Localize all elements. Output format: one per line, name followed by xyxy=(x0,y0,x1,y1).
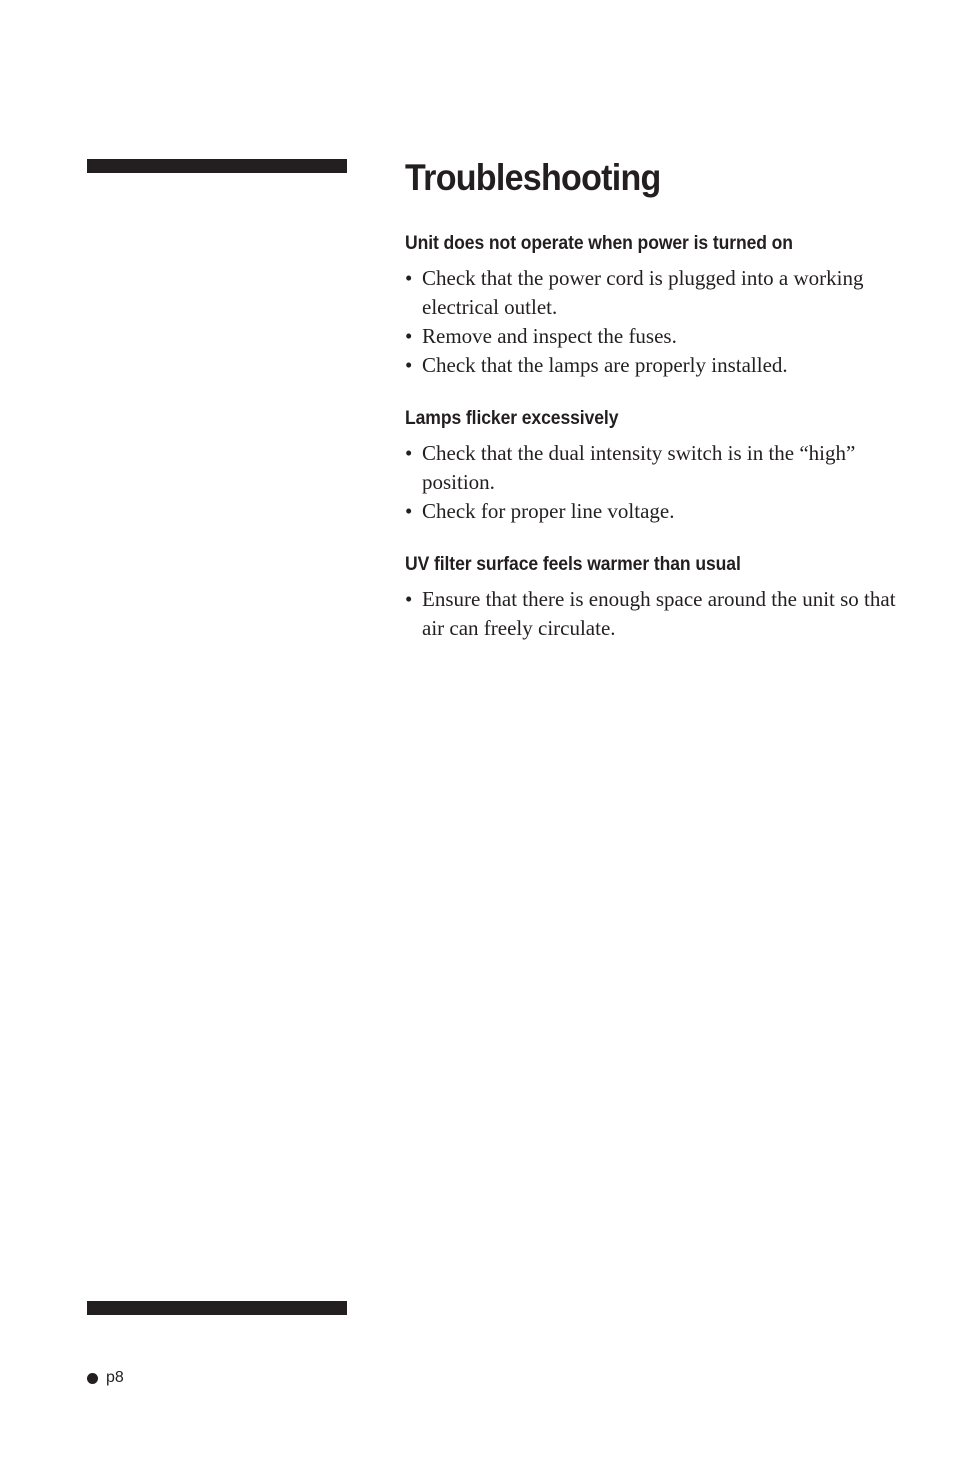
bullet-list xyxy=(405,439,905,526)
section-uv-filter-warm xyxy=(405,551,905,643)
bullet-dot-icon: • xyxy=(405,499,413,523)
section-unit-not-operating xyxy=(405,230,905,380)
page-number xyxy=(87,1369,124,1387)
list-item: • Check for proper line voltage. xyxy=(405,497,905,526)
bullet-dot-icon: • xyxy=(405,587,413,611)
list-item: • Ensure that there is enough space around the unit so that air can freely circulate. xyxy=(405,587,896,640)
bullet-dot-icon: • xyxy=(405,441,413,465)
bullet-dot-icon: • xyxy=(405,266,413,290)
page-number-label: p8 xyxy=(106,1369,124,1386)
bullet-list xyxy=(405,585,905,643)
section-heading: Lamps flicker excessively xyxy=(405,407,619,429)
section-heading: UV filter surface feels warmer than usual xyxy=(405,553,741,575)
bullet-dot-icon: • xyxy=(405,324,413,348)
list-item: • Check that the dual intensity switch is in the “high” position. xyxy=(405,441,856,494)
filled-circle-icon xyxy=(87,1373,98,1384)
bullet-list xyxy=(405,264,905,380)
section-heading: Unit does not operate when power is turned on xyxy=(405,232,793,254)
main-content xyxy=(405,150,905,643)
page-title: Troubleshooting xyxy=(405,157,661,198)
list-item: • Check that the power cord is plugged into a working electrical outlet. xyxy=(405,266,864,319)
bottom-rule-bar xyxy=(87,1301,347,1315)
bullet-dot-icon: • xyxy=(405,353,413,377)
section-lamps-flicker xyxy=(405,405,905,526)
top-rule-bar xyxy=(87,159,347,173)
list-item: • Remove and inspect the fuses. xyxy=(405,322,905,351)
list-item: • Check that the lamps are properly installed. xyxy=(405,351,905,380)
